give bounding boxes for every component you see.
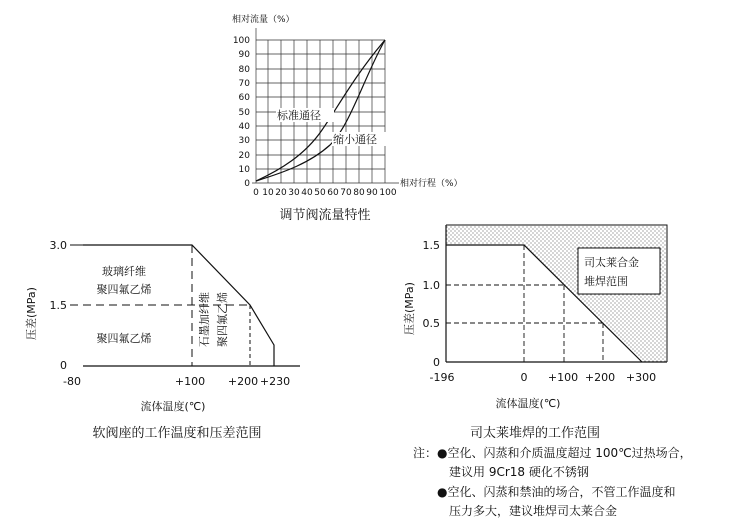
top-ytick: 70 [238, 79, 250, 89]
top-xtick: 20 [275, 188, 287, 198]
right-chart-xlabel: 流体温度(℃) [495, 397, 561, 410]
left-ytick: 1.5 [49, 299, 67, 312]
left-chart-ylabel: 压差(MPa) [25, 287, 38, 340]
top-ytick: 90 [238, 50, 250, 60]
reduced-bore-label: 缩小通径 [333, 133, 377, 146]
left-region-upper-line2: 聚四氟乙烯 [96, 283, 152, 296]
left-region-upper-line1: 玻璃纤维 [102, 265, 146, 278]
left-region-right-line1: 石墨加纤维 [198, 292, 211, 347]
top-xtick: 10 [262, 188, 274, 198]
top-xtick: 40 [301, 188, 313, 198]
stellite-label-line2: 堆焊范围 [584, 275, 628, 288]
right-chart-caption: 司太莱堆焊的工作范围 [469, 426, 601, 441]
top-chart-xlabel: 相对行程（%） [400, 179, 463, 189]
right-ytick: 0.5 [422, 317, 440, 330]
right-xtick: +200 [584, 371, 616, 384]
right-ytick: 1.5 [422, 239, 440, 252]
top-chart-ylabel: 相对流量（%） [232, 15, 295, 25]
flow-characteristic-chart [232, 13, 463, 223]
top-ytick: 10 [238, 165, 250, 175]
right-chart-ylabel: 压差(MPa) [403, 282, 416, 335]
top-xtick: 100 [379, 188, 397, 198]
right-xtick: 0 [520, 371, 528, 384]
top-ytick: 30 [238, 136, 250, 146]
top-ytick: 40 [238, 122, 250, 132]
left-xtick: +230 [259, 375, 291, 388]
soft-seat-range-chart [24, 239, 300, 441]
left-xtick: +200 [227, 375, 259, 388]
top-xtick: 80 [353, 188, 365, 198]
top-xtick: 0 [253, 188, 259, 198]
left-chart-caption: 软阀座的工作温度和压差范围 [92, 426, 262, 441]
left-region-right-line2: 聚四氟乙烯 [216, 292, 229, 347]
right-ytick: 1.0 [422, 279, 440, 292]
top-ytick: 0 [244, 179, 250, 189]
note-item2-line1: ●空化、闪蒸和禁油的场合，不管工作温度和 [437, 485, 676, 499]
top-xtick: 70 [340, 188, 352, 198]
right-ytick: 0 [433, 356, 440, 369]
top-ytick: 100 [232, 36, 250, 46]
left-ytick: 3.0 [49, 239, 67, 252]
top-ytick: 60 [238, 93, 250, 103]
top-chart-grid [252, 28, 399, 183]
left-ytick: 0 [60, 359, 67, 372]
left-xtick: -80 [63, 375, 81, 388]
stellite-range-chart [402, 225, 667, 441]
top-ytick: 50 [238, 108, 250, 118]
left-xtick: +100 [174, 375, 206, 388]
right-xtick: +300 [625, 371, 657, 384]
top-chart-caption: 调节阀流量特性 [279, 208, 371, 223]
left-region-lower: 聚四氟乙烯 [96, 332, 152, 345]
top-xtick: 60 [327, 188, 339, 198]
note-item1-line1: ●空化、闪蒸和介质温度超过 100℃过热场合， [437, 446, 692, 460]
top-xtick: 30 [288, 188, 300, 198]
left-chart-xlabel: 流体温度(℃) [140, 400, 206, 413]
note-item1-line2: 建议用 9Cr18 硬化不锈钢 [449, 465, 589, 479]
top-ytick: 80 [238, 65, 250, 75]
note-item2-line2: 压力多大，建议堆焊司太莱合金 [449, 504, 618, 518]
right-xtick: +100 [547, 371, 579, 384]
top-xtick: 50 [314, 188, 326, 198]
standard-bore-label: 标准通径 [277, 109, 321, 122]
top-xtick: 90 [366, 188, 378, 198]
top-ytick: 20 [238, 151, 250, 161]
right-xtick: -196 [429, 371, 455, 384]
stellite-label-line1: 司太莱合金 [584, 256, 639, 269]
notes-prefix: 注： [413, 446, 438, 460]
